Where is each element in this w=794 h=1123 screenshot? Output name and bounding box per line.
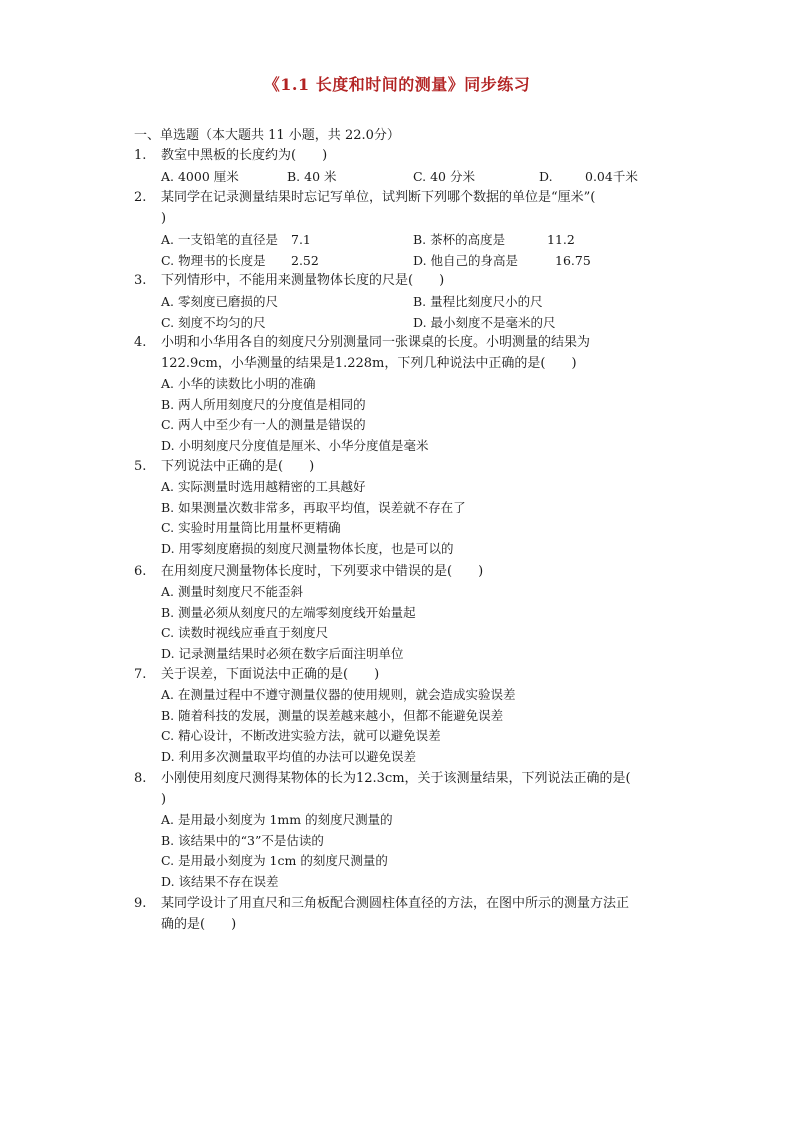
option-a-value: 7.1 — [291, 232, 311, 247]
option-d: D. 记录测量结果时必须在数字后面注明单位 — [161, 645, 404, 661]
question-text: 小刚使用刻度尺测得某物体的长为12.3cm，关于该测量结果，下列说法正确的是( — [161, 771, 631, 786]
question-6 — [134, 561, 664, 664]
option-d-label: D. — [539, 169, 553, 184]
question-4 — [134, 332, 664, 456]
options — [161, 477, 664, 559]
option-c: C. 读数时视线应垂直于刻度尺 — [161, 625, 329, 640]
option-c: C. 物理书的长度是 — [161, 253, 266, 268]
question-number: 8. — [134, 771, 147, 786]
option-d-value: 0.04千米 — [585, 169, 638, 184]
options — [161, 166, 664, 187]
section-heading: 一、单选题（本大题共 11 小题，共 22.0分） — [134, 128, 400, 143]
page-title: 《1.1 长度和时间的测量》同步练习 — [263, 75, 531, 94]
option-b: B. 量程比刻度尺小的尺 — [413, 294, 543, 309]
question-number: 2. — [134, 190, 147, 205]
question-2 — [134, 187, 664, 271]
option-d-value: 16.75 — [555, 253, 591, 268]
question-text: 教室中黑板的长度约为( ) — [161, 148, 328, 163]
question-number: 6. — [134, 564, 147, 579]
question-3 — [134, 270, 664, 333]
question-text: 小明和小华用各自的刻度尺分别测量同一张课桌的长度。小明测量的结果为 — [161, 335, 591, 350]
question-text: 某同学设计了用直尺和三角板配合测圆柱体直径的方法，在图中所示的测量方法正 — [161, 896, 630, 911]
option-c: C. 刻度不均匀的尺 — [161, 315, 266, 330]
option-d: D. 他自己的身高是 — [413, 253, 519, 268]
option-d: D. 该结果不存在误差 — [161, 873, 279, 889]
option-c: C. 40 分米 — [413, 169, 475, 184]
option-d: D. 最小刻度不是毫米的尺 — [413, 315, 556, 330]
question-number: 5. — [134, 459, 147, 474]
question-number: 9. — [134, 896, 147, 911]
option-d: D. 用零刻度磨损的刻度尺测量物体长度，也是可以的 — [161, 540, 454, 556]
options — [161, 582, 664, 664]
question-number: 3. — [134, 273, 147, 288]
question-text: 关于误差，下面说法中正确的是( ) — [161, 667, 380, 682]
option-d: D. 利用多次测量取平均值的办法可以避免误差 — [161, 748, 417, 764]
option-b-value: 11.2 — [547, 232, 575, 247]
option-a: A. 小华的读数比小明的准确 — [161, 376, 316, 391]
option-b: B. 两人所用刻度尺的分度值是相同的 — [161, 396, 366, 412]
question-9 — [134, 893, 664, 935]
option-c: C. 两人中至少有一人的测量是错误的 — [161, 417, 366, 432]
question-1 — [134, 145, 664, 187]
option-c: C. 实验时用量筒比用量杯更精确 — [161, 520, 341, 535]
question-number: 7. — [134, 667, 147, 682]
option-b: B. 随着科技的发展，测量的误差越来越小，但都不能避免误差 — [161, 707, 504, 723]
option-b: B. 该结果中的“3”不是估读的 — [161, 832, 324, 848]
option-b: B. 如果测量次数非常多，再取平均值，误差就不存在了 — [161, 499, 466, 515]
option-a: A. 4000 厘米 — [161, 169, 239, 184]
option-c-value: 2.52 — [291, 253, 319, 268]
question-7 — [134, 664, 664, 767]
option-a: A. 在测量过程中不遵守测量仪器的使用规则，就会造成实验误差 — [161, 687, 516, 702]
option-a: A. 零刻度已磨损的尺 — [161, 294, 278, 309]
option-a: A. 是用最小刻度为 1mm 的刻度尺测量的 — [161, 812, 393, 827]
options — [161, 685, 664, 767]
question-text: 某同学在记录测量结果时忘记写单位，试判断下列哪个数据的单位是“厘米”( — [161, 190, 596, 205]
question-8 — [134, 768, 664, 892]
option-a: A. 实际测量时选用越精密的工具越好 — [161, 479, 366, 494]
options — [161, 291, 664, 333]
question-text-cont: ) — [161, 792, 167, 807]
question-text: 下列情形中，不能用来测量物体长度的尺是( ) — [161, 273, 445, 288]
option-b: B. 茶杯的高度是 — [413, 232, 506, 247]
option-c: C. 是用最小刻度为 1cm 的刻度尺测量的 — [161, 853, 388, 868]
options — [161, 229, 664, 271]
question-number: 1. — [134, 148, 147, 163]
question-text-cont: ) — [161, 211, 167, 226]
question-text-cont: 122.9cm，小华测量的结果是1.228m，下列几种说法中正确的是( ) — [161, 356, 577, 371]
question-text: 在用刻度尺测量物体长度时，下列要求中错误的是( ) — [161, 564, 484, 579]
options — [161, 374, 664, 456]
option-c: C. 精心设计，不断改进实验方法，就可以避免误差 — [161, 728, 441, 743]
option-b: B. 测量必须从刻度尺的左端零刻度线开始量起 — [161, 604, 416, 620]
question-text-cont: 确的是( ) — [161, 917, 237, 932]
options — [161, 810, 664, 892]
option-b: B. 40 米 — [287, 169, 337, 184]
question-number: 4. — [134, 335, 147, 350]
option-a: A. 测量时刻度尺不能歪斜 — [161, 584, 303, 599]
question-text: 下列说法中正确的是( ) — [161, 459, 315, 474]
option-a: A. 一支铅笔的直径是 — [161, 232, 278, 247]
question-5 — [134, 456, 664, 559]
option-d: D. 小明刻度尺分度值是厘米、小华分度值是毫米 — [161, 437, 429, 453]
